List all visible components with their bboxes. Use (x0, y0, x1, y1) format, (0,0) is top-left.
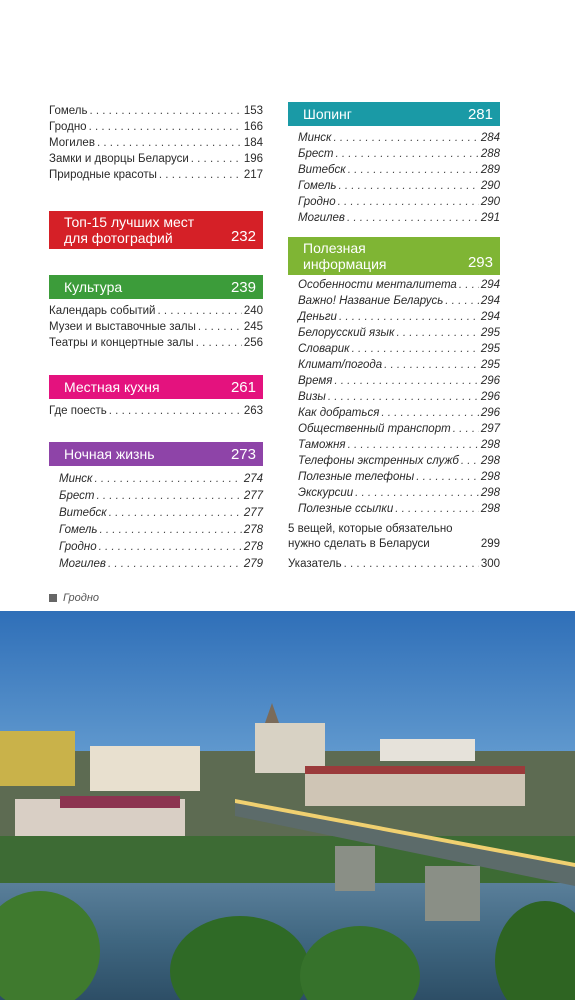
toc-entry[interactable] (288, 212, 500, 228)
toc-page-number: 263 (243, 405, 263, 417)
dot-leader (109, 405, 242, 417)
toc-entry[interactable] (49, 541, 263, 557)
toc-entry-text: Могилев (49, 137, 95, 149)
toc-entry[interactable] (288, 132, 500, 148)
section-title: Шопинг (303, 106, 352, 122)
toc-entry[interactable] (49, 558, 263, 574)
bridge-pier (425, 866, 480, 921)
dot-leader (333, 132, 478, 144)
toc-page-number: 298 (480, 503, 500, 515)
red-roof (60, 796, 180, 808)
toc-entry-text: Театры и концертные залы (49, 337, 194, 349)
toc-entry-text: Словарик (298, 343, 350, 355)
toc-entry-text: Могилев (59, 558, 106, 570)
toc-page-number: 277 (243, 490, 263, 502)
toc-page-number: 291 (480, 212, 500, 224)
toc-page-number: 279 (243, 558, 263, 570)
grodno-city-photo (0, 611, 575, 1000)
toc-page-number: 294 (480, 279, 500, 291)
dot-leader (196, 337, 242, 349)
toc-entry[interactable] (49, 321, 263, 337)
toc-entry-text: Витебск (298, 164, 346, 176)
toc-entry[interactable] (288, 375, 500, 391)
toc-page-number: 277 (243, 507, 263, 519)
dot-leader (445, 295, 479, 307)
toc-page-number: 296 (480, 375, 500, 387)
section-title: Местная кухня (64, 379, 160, 395)
dot-leader (461, 455, 479, 467)
toc-page-number: 298 (480, 487, 500, 499)
toc-entry[interactable] (49, 507, 263, 523)
toc-page-number: 295 (480, 327, 500, 339)
toc-entry-text: Музеи и выставочные залы (49, 321, 196, 333)
section-title-line2: для фотографий (64, 230, 173, 246)
toc-entry-text: Брест (298, 148, 334, 160)
toc-page-number: 299 (480, 538, 500, 550)
dot-leader (381, 407, 478, 419)
dot-leader (348, 164, 479, 176)
toc-entry-text: Полезные телефоны (298, 471, 415, 483)
dot-leader (348, 439, 479, 451)
toc-entry-five-things[interactable] (288, 522, 500, 552)
toc-entry-text: Как добраться (298, 407, 380, 419)
toc-entry[interactable] (288, 196, 500, 212)
toc-entry[interactable] (288, 423, 500, 439)
dot-leader (352, 343, 479, 355)
toc-entry-text: Замки и дворцы Беларуси (49, 153, 189, 165)
toc-entry[interactable] (49, 524, 263, 540)
toc-entry-text: Гомель (298, 180, 337, 192)
toc-entry[interactable] (49, 473, 263, 489)
toc-page-number: 153 (243, 105, 263, 117)
toc-page-number: 284 (480, 132, 500, 144)
toc-page-number: 298 (480, 455, 500, 467)
toc-page-number: 295 (480, 343, 500, 355)
toc-entry-text: Гомель (49, 105, 88, 117)
dot-leader (396, 327, 478, 339)
toc-entry[interactable] (288, 391, 500, 407)
section-page-number: 239 (230, 279, 256, 296)
toc-entry-text: Минск (59, 473, 93, 485)
section-header-useful-info[interactable] (288, 237, 500, 275)
section-header-cuisine[interactable] (49, 375, 263, 399)
dot-leader (328, 391, 479, 403)
dot-leader (99, 524, 241, 536)
section-title-line1: Топ-15 лучших мест (64, 214, 195, 230)
toc-page-number: 166 (243, 121, 263, 133)
dot-leader (109, 507, 242, 519)
toc-entry[interactable] (288, 148, 500, 164)
toc-entry[interactable] (288, 439, 500, 455)
toc-entry[interactable] (288, 295, 500, 311)
toc-entry-text: Гомель (59, 524, 98, 536)
square-bullet-icon (49, 594, 57, 602)
building (380, 739, 475, 761)
building-left (0, 731, 75, 786)
toc-page-number: 297 (480, 423, 500, 435)
dot-leader (157, 305, 241, 317)
toc-page-number: 294 (480, 295, 500, 307)
dot-leader (395, 503, 479, 515)
section-title-line2: информация (303, 256, 387, 272)
toc-entry-text: Витебск (59, 507, 107, 519)
toc-entry[interactable] (288, 359, 500, 375)
toc-entry-text: Где поесть (49, 405, 107, 417)
dot-leader (191, 153, 242, 165)
toc-entry-text-line2: нужно сделать в Беларуси (288, 538, 430, 550)
toc-entry[interactable] (49, 405, 263, 421)
toc-page-number: 245 (243, 321, 263, 333)
toc-entry[interactable] (49, 490, 263, 506)
toc-page-number: 274 (243, 473, 263, 485)
section-title-line1: Полезная (303, 240, 366, 256)
section-header-shopping[interactable] (288, 102, 500, 126)
toc-entry-text: Таможня (298, 439, 346, 451)
toc-entry[interactable] (288, 279, 500, 295)
dot-leader (99, 541, 242, 553)
dot-leader (338, 196, 479, 208)
toc-entry-text: Особенности менталитета (298, 279, 457, 291)
toc-entry-text: Указатель (288, 558, 342, 570)
toc-entry[interactable] (288, 455, 500, 471)
toc-entry[interactable] (288, 487, 500, 503)
toc-entry-text: Важно! Название Беларусь (298, 295, 444, 307)
toc-page-number: 196 (243, 153, 263, 165)
section-header-culture[interactable] (49, 275, 263, 299)
toc-page-number: 296 (480, 407, 500, 419)
section-header-top15[interactable] (49, 211, 263, 249)
toc-page-number: 298 (480, 471, 500, 483)
toc-entry-text: Календарь событий (49, 305, 156, 317)
photo-caption-text: Гродно (63, 592, 99, 604)
toc-entry[interactable] (49, 153, 263, 169)
dot-leader (384, 359, 479, 371)
photo-caption (49, 592, 99, 604)
toc-page-number: 240 (243, 305, 263, 317)
toc-entry-text: Экскурсии (298, 487, 354, 499)
section-page-number: 293 (467, 254, 493, 271)
section-page-number: 261 (230, 379, 256, 396)
toc-entry-text: Гродно (298, 196, 336, 208)
toc-page-number: 290 (480, 180, 500, 192)
toc-entry[interactable] (288, 471, 500, 487)
toc-page-number: 256 (243, 337, 263, 349)
dot-leader (416, 471, 479, 483)
toc-page-number: 290 (480, 196, 500, 208)
dot-leader (159, 169, 242, 181)
toc-entry[interactable] (288, 164, 500, 180)
toc-entry-index[interactable] (288, 558, 500, 574)
toc-page-number: 184 (243, 137, 263, 149)
toc-entry-text: Могилев (298, 212, 345, 224)
toc-page-number: 295 (480, 359, 500, 371)
toc-entry[interactable] (49, 105, 263, 121)
toc-entry-text: Время (298, 375, 333, 387)
dot-leader (198, 321, 242, 333)
dot-leader (97, 137, 242, 149)
toc-entry[interactable] (288, 407, 500, 423)
dot-leader (96, 490, 241, 502)
dot-leader (334, 375, 478, 387)
toc-entry[interactable] (49, 337, 263, 353)
toc-page-number: 289 (480, 164, 500, 176)
dot-leader (108, 558, 242, 570)
toc-entry-text: Телефоны экстренных служб (298, 455, 459, 467)
toc-entry[interactable] (288, 343, 500, 359)
dot-leader (335, 148, 478, 160)
toc-page-number: 294 (480, 311, 500, 323)
toc-entry-text: Гродно (59, 541, 97, 553)
dot-leader (347, 212, 479, 224)
toc-entry-text: Климат/погода (298, 359, 383, 371)
toc-entry-text: Природные красоты (49, 169, 157, 181)
toc-page-number: 278 (243, 524, 263, 536)
dot-leader (94, 473, 241, 485)
section-title: Культура (64, 279, 123, 295)
section-header-nightlife[interactable] (49, 442, 263, 466)
red-roofs (305, 766, 525, 774)
section-page-number: 232 (230, 228, 256, 245)
section-title: Ночная жизнь (64, 446, 155, 462)
toc-entry-text: Полезные ссылки (298, 503, 394, 515)
dot-leader (459, 279, 479, 291)
dot-leader (355, 487, 479, 499)
section-page-number: 273 (230, 446, 256, 463)
dot-leader (344, 558, 479, 570)
toc-entry-text: Деньги (298, 311, 337, 323)
dot-leader (453, 423, 479, 435)
toc-entry-text-line1: 5 вещей, которые обязательно (288, 523, 453, 535)
toc-entry-text: Белорусский язык (298, 327, 395, 339)
toc-page-number: 298 (480, 439, 500, 451)
toc-entry[interactable] (49, 169, 263, 185)
toc-page-number: 300 (480, 558, 500, 570)
toc-entry[interactable] (288, 327, 500, 343)
toc-entry[interactable] (288, 311, 500, 327)
toc-page-number: 288 (480, 148, 500, 160)
dot-leader (89, 121, 242, 133)
toc-entry[interactable] (288, 503, 500, 519)
dot-leader (339, 311, 479, 323)
dot-leader (89, 105, 241, 117)
toc-page-number: 217 (243, 169, 263, 181)
toc-entry[interactable] (49, 305, 263, 321)
section-page-number: 281 (467, 106, 493, 123)
toc-entry-text: Общественный транспорт (298, 423, 451, 435)
castle (255, 723, 325, 773)
toc-entry-text: Визы (298, 391, 326, 403)
building (90, 746, 200, 791)
toc-entry-text: Гродно (49, 121, 87, 133)
toc-page-number: 278 (243, 541, 263, 553)
toc-entry-text: Минск (298, 132, 332, 144)
toc-entry[interactable] (49, 121, 263, 137)
toc-page-number: 296 (480, 391, 500, 403)
toc-entry[interactable] (49, 137, 263, 153)
bridge-pier (335, 846, 375, 891)
toc-entry[interactable] (288, 180, 500, 196)
dot-leader (338, 180, 478, 192)
toc-entry-text: Брест (59, 490, 95, 502)
